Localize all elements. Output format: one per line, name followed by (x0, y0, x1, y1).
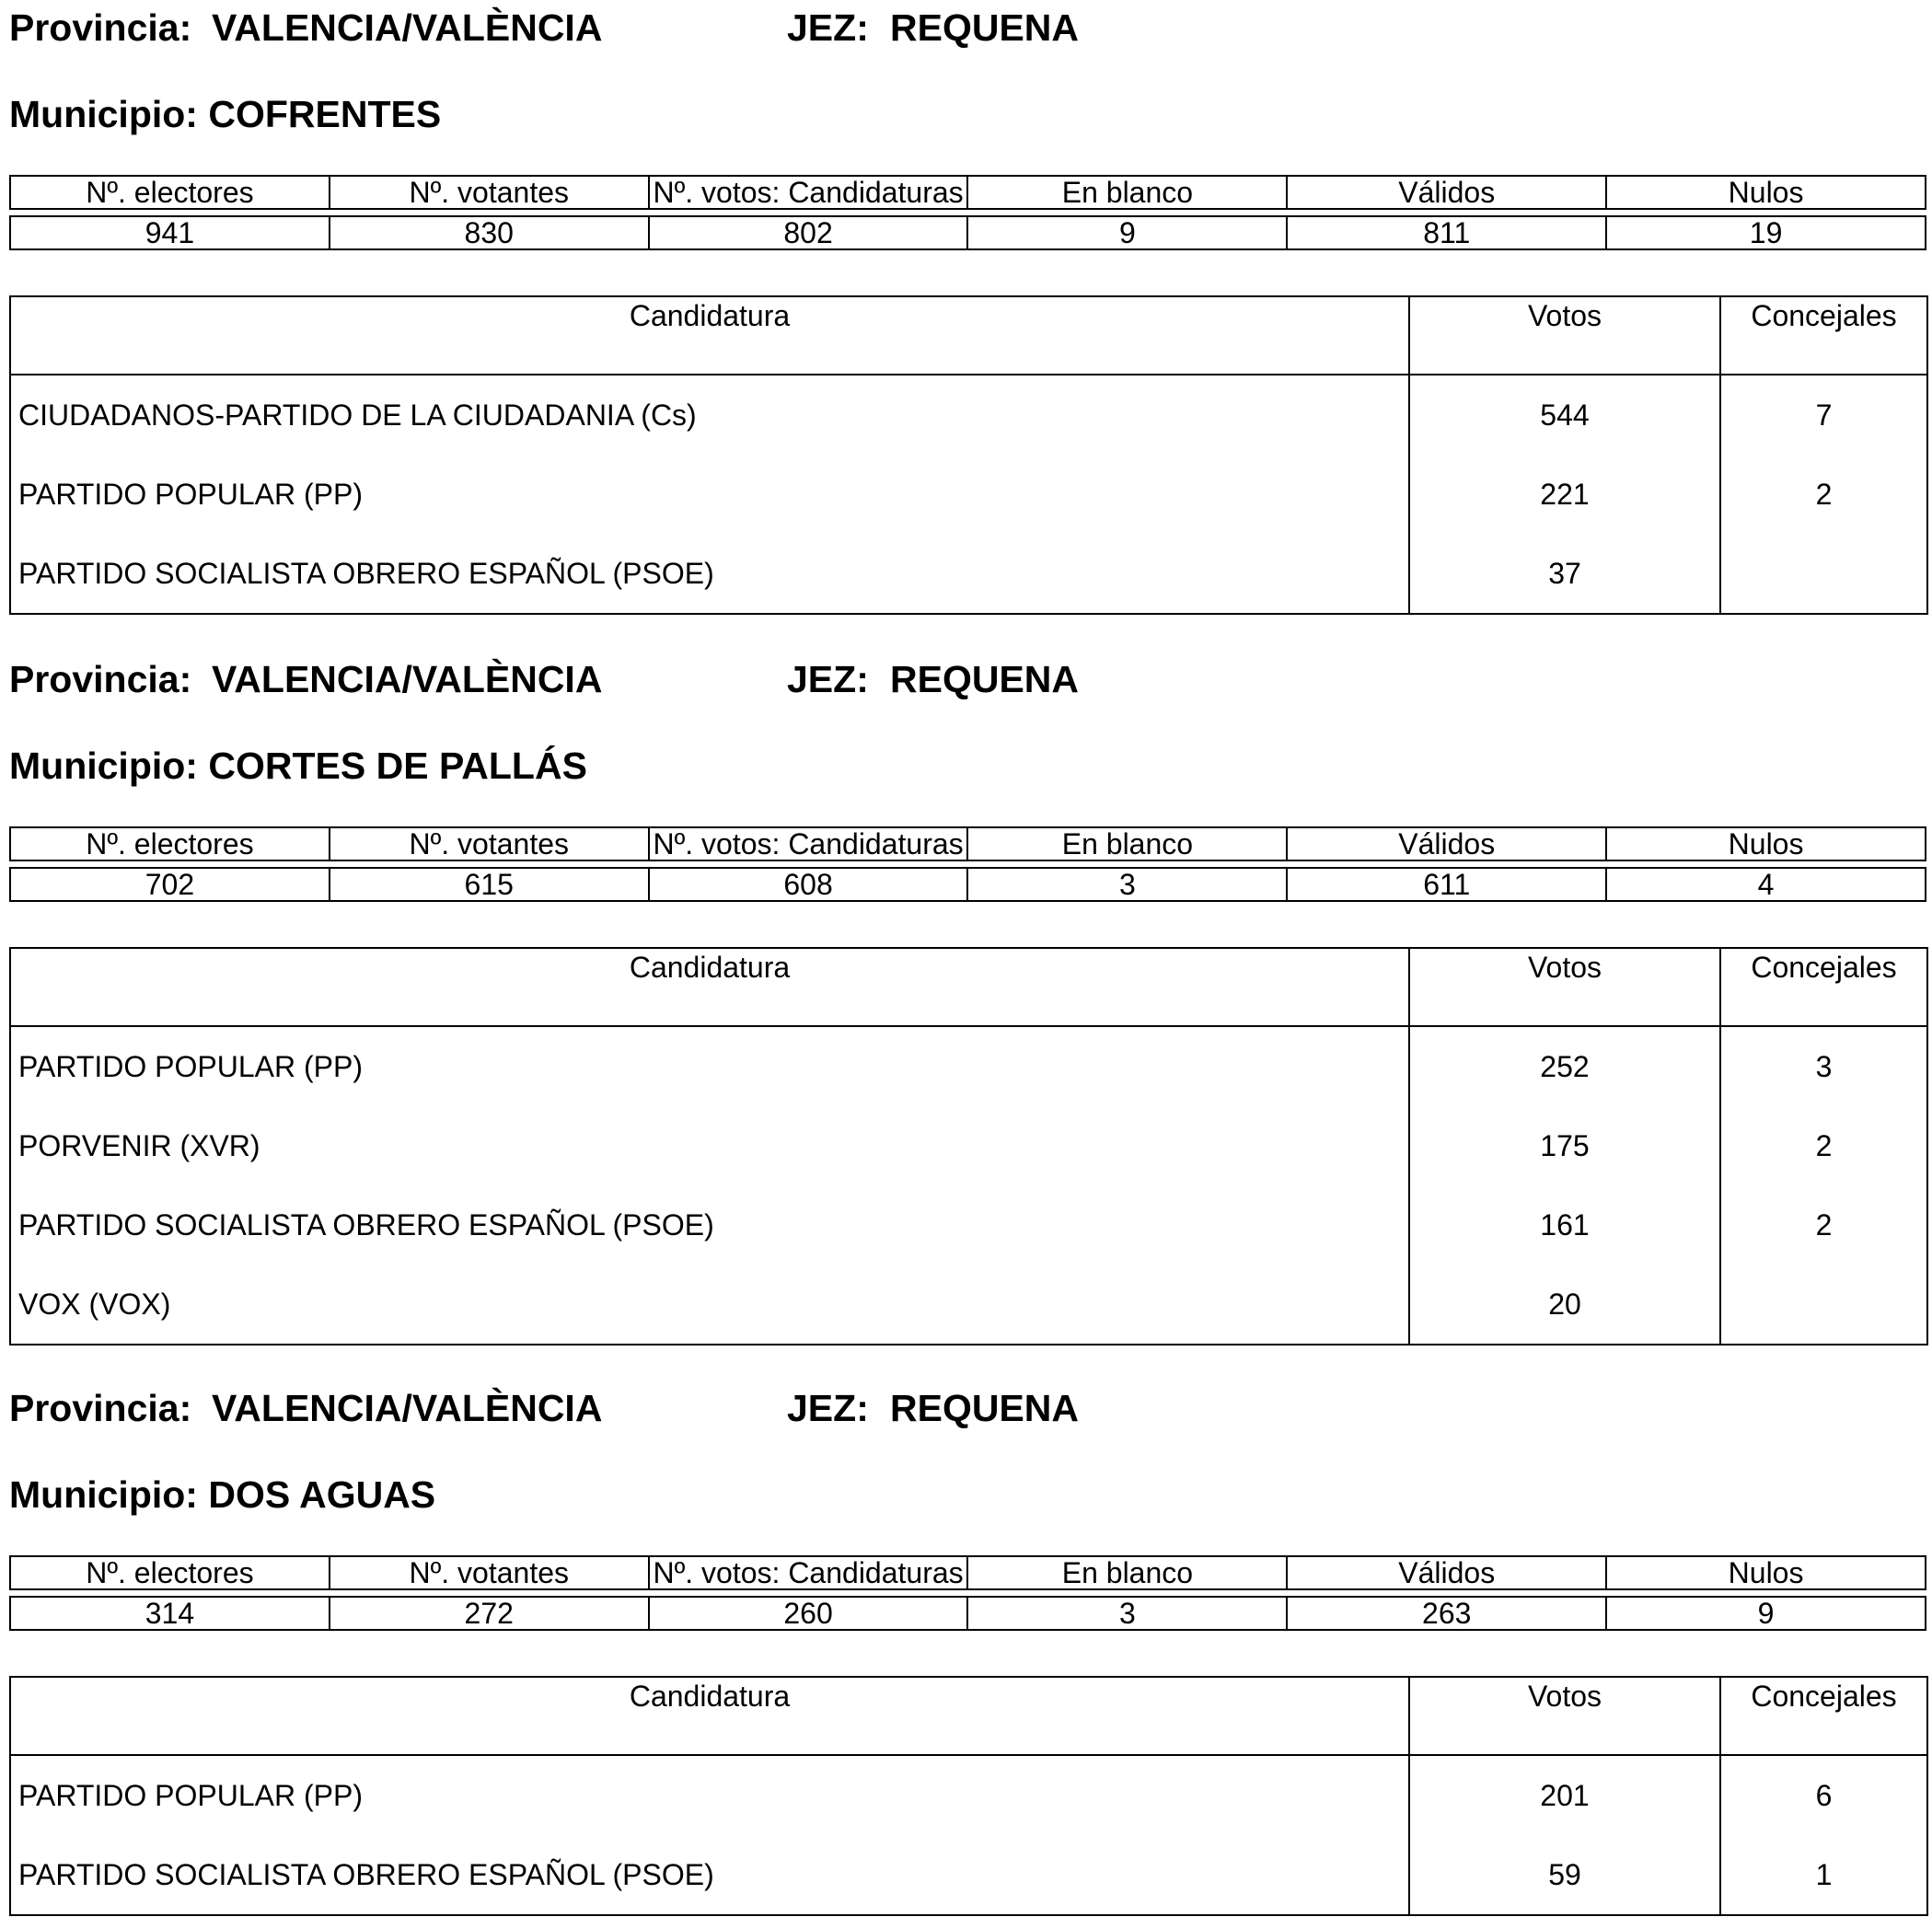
municipio-label: Municipio: (9, 93, 198, 135)
municipio-value: CORTES DE PALLÁS (208, 745, 587, 787)
votos-cell: 544 (1409, 375, 1720, 455)
results-header: Votos (1409, 948, 1720, 1026)
municipio-label: Municipio: (9, 745, 198, 787)
municipio-title (9, 92, 441, 136)
municipio-title (9, 744, 587, 788)
stats-value: 9 (967, 216, 1287, 249)
concejales-cell: 3 (1720, 1026, 1927, 1106)
results-header: Votos (1409, 296, 1720, 375)
jez-value: REQUENA (890, 658, 1080, 700)
stats-header: Nº. votos: Candidaturas (649, 1556, 968, 1589)
provincia-header (9, 1386, 1080, 1430)
stats-value: 811 (1287, 216, 1606, 249)
votos-cell: 37 (1409, 534, 1720, 614)
concejales-cell: 2 (1720, 1106, 1927, 1185)
table-row (10, 1185, 1927, 1265)
concejales-cell: 7 (1720, 375, 1927, 455)
stats-value: 802 (649, 216, 968, 249)
jez-label: JEZ: (787, 1387, 869, 1429)
stats-value: 702 (10, 868, 330, 901)
stats-header: Nº. votantes (330, 827, 649, 860)
stats-header: Nº. votantes (330, 176, 649, 209)
stats-value: 260 (649, 1597, 968, 1630)
candidatura-cell: VOX (VOX) (18, 1288, 171, 1321)
stats-header: Nº. votantes (330, 1556, 649, 1589)
municipio-title (9, 1472, 435, 1517)
stats-header: Nº. votos: Candidaturas (649, 176, 968, 209)
section-cofrentes (9, 6, 1926, 613)
stats-values-table (9, 215, 1926, 250)
stats-header: Nulos (1606, 176, 1926, 209)
provincia-label: Provincia: (9, 6, 192, 49)
stats-value: 314 (10, 1597, 330, 1630)
concejales-cell: 2 (1720, 455, 1927, 534)
stats-header: Válidos (1287, 1556, 1606, 1589)
stats-value: 9 (1606, 1597, 1926, 1630)
results-header: Candidatura (10, 296, 1409, 375)
results-header: Concejales (1720, 948, 1927, 1026)
table-row (10, 534, 1927, 614)
results-header: Candidatura (10, 1677, 1409, 1755)
results-header: Concejales (1720, 1677, 1927, 1755)
provincia-header (9, 6, 1080, 50)
concejales-cell (1720, 1265, 1927, 1345)
stats-header-table (9, 1555, 1926, 1590)
stats-header-table (9, 826, 1926, 861)
stats-value: 272 (330, 1597, 649, 1630)
stats-header: Nulos (1606, 1556, 1926, 1589)
votos-cell: 20 (1409, 1265, 1720, 1345)
stats-header: En blanco (967, 827, 1287, 860)
votos-cell: 221 (1409, 455, 1720, 534)
candidatura-cell: PARTIDO POPULAR (PP) (18, 1779, 363, 1812)
table-row (10, 1106, 1927, 1185)
stats-header: Nº. electores (10, 1556, 330, 1589)
concejales-cell: 6 (1720, 1755, 1927, 1835)
results-header: Candidatura (10, 948, 1409, 1026)
candidatura-cell: PARTIDO POPULAR (PP) (18, 478, 363, 511)
table-row (10, 455, 1927, 534)
stats-header: Nº. electores (10, 176, 330, 209)
table-row (10, 1755, 1927, 1835)
stats-value: 4 (1606, 868, 1926, 901)
table-row (10, 375, 1927, 455)
table-row (10, 1265, 1927, 1345)
candidatura-cell: PARTIDO POPULAR (PP) (18, 1050, 363, 1083)
concejales-cell: 1 (1720, 1835, 1927, 1915)
municipio-label: Municipio: (9, 1473, 198, 1516)
stats-value: 19 (1606, 216, 1926, 249)
stats-header-table (9, 175, 1926, 210)
stats-value: 615 (330, 868, 649, 901)
municipio-value: DOS AGUAS (208, 1473, 436, 1516)
section-dos-aguas (9, 1386, 1926, 1911)
stats-header: En blanco (967, 176, 1287, 209)
candidatura-cell: PARTIDO SOCIALISTA OBRERO ESPAÑOL (PSOE) (18, 1858, 714, 1891)
provincia-label: Provincia: (9, 1387, 192, 1429)
stats-value: 941 (10, 216, 330, 249)
stats-header: En blanco (967, 1556, 1287, 1589)
candidatura-cell: PORVENIR (XVR) (18, 1129, 260, 1162)
votos-cell: 161 (1409, 1185, 1720, 1265)
jez-value: REQUENA (890, 6, 1080, 49)
municipio-value: COFRENTES (208, 93, 442, 135)
votos-cell: 201 (1409, 1755, 1720, 1835)
stats-header: Nº. electores (10, 827, 330, 860)
results-header: Concejales (1720, 296, 1927, 375)
stats-value: 263 (1287, 1597, 1606, 1630)
concejales-cell (1720, 534, 1927, 614)
jez-label: JEZ: (787, 6, 869, 49)
votos-cell: 59 (1409, 1835, 1720, 1915)
table-row (10, 1835, 1927, 1915)
provincia-value: VALENCIA/VALÈNCIA (212, 658, 603, 700)
votos-cell: 252 (1409, 1026, 1720, 1106)
stats-value: 608 (649, 868, 968, 901)
provincia-label: Provincia: (9, 658, 192, 700)
stats-header: Válidos (1287, 176, 1606, 209)
jez-value: REQUENA (890, 1387, 1080, 1429)
candidatura-cell: PARTIDO SOCIALISTA OBRERO ESPAÑOL (PSOE) (18, 557, 714, 590)
provincia-value: VALENCIA/VALÈNCIA (212, 1387, 603, 1429)
candidatura-cell: CIUDADANOS-PARTIDO DE LA CIUDADANIA (Cs) (18, 398, 697, 432)
candidatura-cell: PARTIDO SOCIALISTA OBRERO ESPAÑOL (PSOE) (18, 1208, 714, 1241)
stats-header: Nº. votos: Candidaturas (649, 827, 968, 860)
stats-values-table (9, 867, 1926, 902)
stats-value: 3 (967, 1597, 1287, 1630)
provincia-header (9, 657, 1080, 701)
stats-header: Válidos (1287, 827, 1606, 860)
results-table (9, 1676, 1928, 1916)
stats-values-table (9, 1596, 1926, 1631)
results-table (9, 947, 1928, 1345)
votos-cell: 175 (1409, 1106, 1720, 1185)
table-row (10, 1026, 1927, 1106)
results-header: Votos (1409, 1677, 1720, 1755)
stats-value: 611 (1287, 868, 1606, 901)
stats-header: Nulos (1606, 827, 1926, 860)
provincia-value: VALENCIA/VALÈNCIA (212, 6, 603, 49)
jez-label: JEZ: (787, 658, 869, 700)
results-table (9, 295, 1928, 615)
section-cortes-de-pallas (9, 657, 1926, 1338)
stats-value: 3 (967, 868, 1287, 901)
stats-value: 830 (330, 216, 649, 249)
concejales-cell: 2 (1720, 1185, 1927, 1265)
